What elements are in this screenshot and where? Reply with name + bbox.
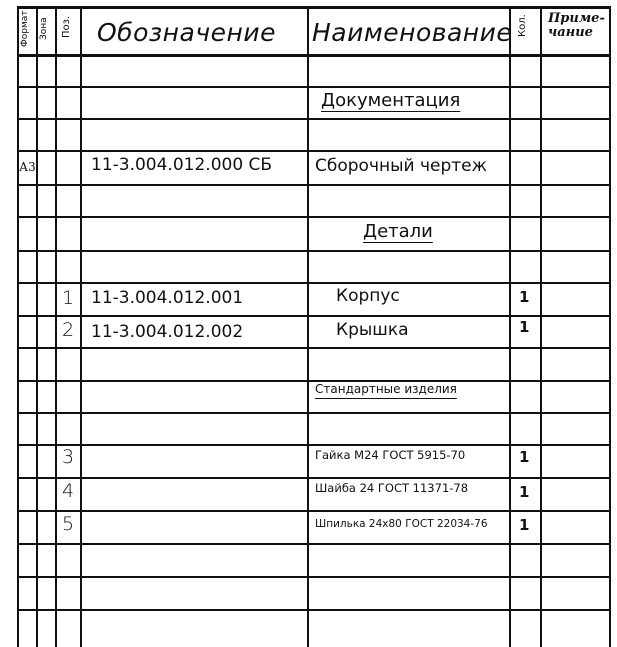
part-qty: 1: [519, 288, 530, 306]
row-line: [17, 380, 611, 382]
std-name: Гайка М24 ГОСТ 5915-70: [315, 448, 466, 462]
header-bottom-line: [17, 54, 611, 57]
std-pos: 3: [62, 446, 75, 468]
row-line: [17, 444, 611, 446]
row-line: [17, 477, 611, 479]
row-line: [17, 543, 611, 545]
std-name: Шайба 24 ГОСТ 11371-78: [315, 481, 469, 495]
border-left: [17, 6, 19, 647]
part-designation: 11-3.004.012.002: [91, 322, 244, 342]
row-line: [17, 250, 611, 252]
std-name: Шпилька 24х80 ГОСТ 22034-76: [315, 518, 488, 530]
section-standard-items: Стандартные изделия: [315, 382, 457, 396]
row-line: [17, 184, 611, 186]
row-line: [17, 412, 611, 414]
part-designation: 11-3.004.012.001: [91, 288, 244, 308]
row-line: [17, 282, 611, 284]
col-divider-format: [36, 6, 38, 647]
row-line: [17, 347, 611, 349]
part-pos: 2: [62, 319, 75, 341]
std-pos: 4: [62, 480, 75, 502]
section-parts: Детали: [363, 221, 433, 242]
row-line: [17, 609, 611, 611]
std-qty: 1: [519, 448, 530, 466]
part-pos: 1: [62, 287, 75, 309]
row-line: [17, 315, 611, 317]
section-documentation: Документация: [321, 90, 461, 111]
col-divider-name: [509, 6, 511, 647]
col-divider-designation: [307, 6, 309, 647]
std-pos: 5: [62, 513, 75, 535]
col-divider-pos: [80, 6, 82, 647]
doc-row-name: Сборочный чертеж: [315, 156, 487, 176]
header-position: Поз.: [61, 15, 72, 38]
row-line: [17, 510, 611, 512]
row-line: [17, 118, 611, 120]
col-divider-qty: [540, 6, 542, 647]
header-zone: Зона: [39, 17, 49, 40]
header-note: [548, 12, 617, 40]
doc-row-designation: 11-3.004.012.000 СБ: [91, 155, 273, 175]
header-designation: Обозначение: [97, 18, 276, 47]
row-line: [17, 86, 611, 88]
header-note-text: Приме- чание: [548, 11, 605, 40]
row-line: [17, 216, 611, 218]
doc-row-format: А3: [19, 160, 36, 174]
top-border: [17, 6, 611, 9]
header-name: Наименование: [312, 18, 513, 47]
row-line: [17, 150, 611, 152]
part-qty: 1: [519, 318, 530, 336]
header-format: Формат: [20, 10, 30, 47]
std-qty: 1: [519, 516, 530, 534]
part-name: Корпус: [336, 286, 400, 306]
row-line: [17, 576, 611, 578]
part-name: Крышка: [336, 320, 409, 340]
std-qty: 1: [519, 483, 530, 501]
col-divider-zone: [55, 6, 57, 647]
header-quantity: Кол.: [517, 14, 528, 37]
border-right: [609, 6, 611, 647]
